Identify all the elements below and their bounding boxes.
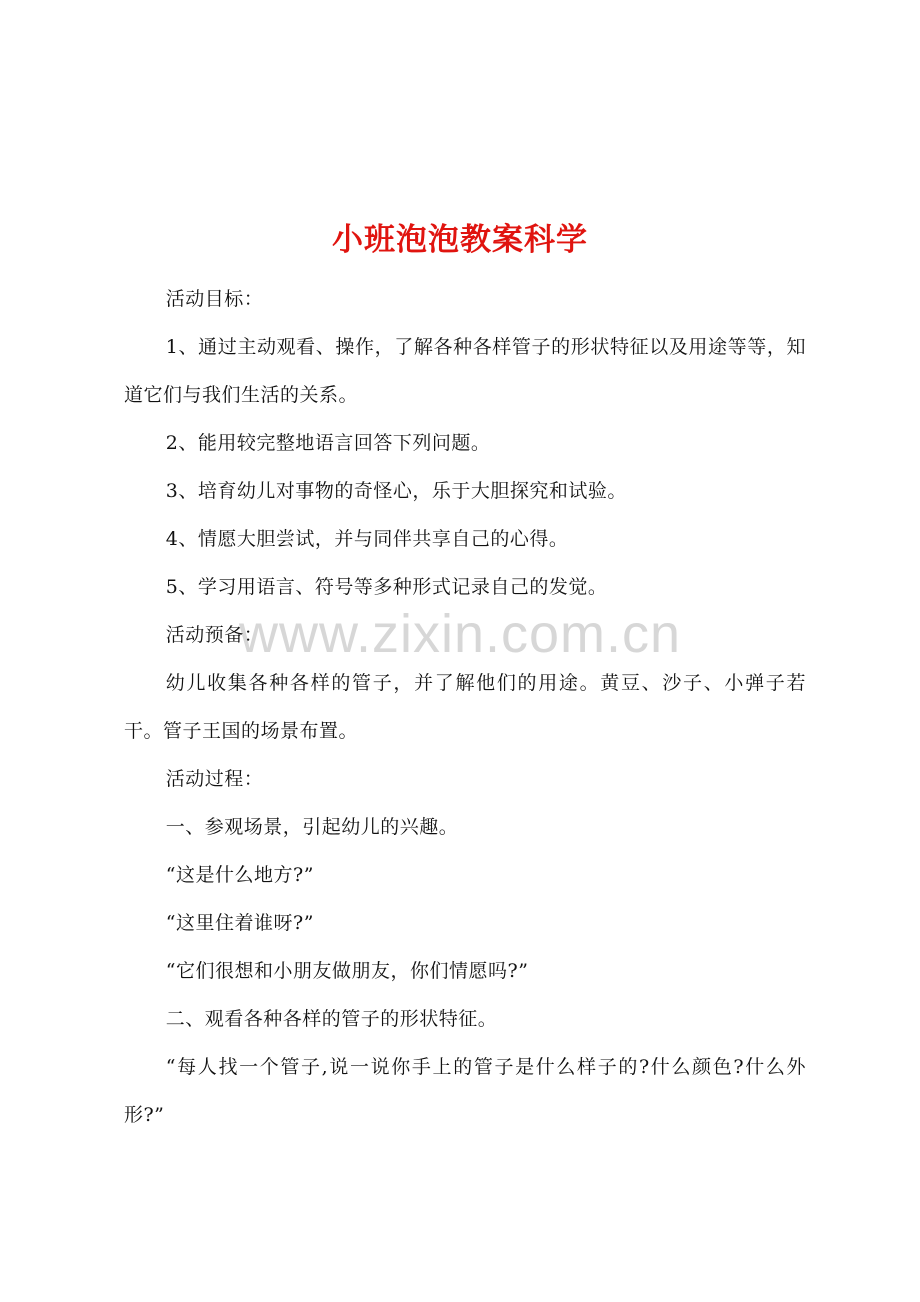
- watermark: www.zixin.com.cn: [238, 604, 682, 664]
- quote-line: “它们很想和小朋友做朋友，你们情愿吗?”: [165, 960, 529, 982]
- quote-line: “这是什么地方?”: [165, 864, 314, 886]
- goal-item-5: 5、学习用语言、符号等多种形式记录自己的发觉。: [165, 576, 608, 598]
- goal-item-1: 1、通过主动观看、操作，了解各种各样管子的形状特征以及用途等等，知道它们与我们生活的关系。: [124, 336, 806, 406]
- preparation-text: 幼儿收集各种各样的管子，并了解他们的用途。黄豆、沙子、小弹子若干。管子王国的场景布置。: [124, 672, 806, 742]
- section-heading-goals: 活动目标：: [165, 288, 264, 310]
- document-body: [124, 275, 806, 1139]
- goal-item-3: 3、培育幼儿对事物的奇怪心，乐于大胆探究和试验。: [165, 480, 627, 502]
- goal-item-4: 4、情愿大胆尝试，并与同伴共享自己的心得。: [165, 528, 569, 550]
- document-title: 小班泡泡教案科学: [332, 221, 588, 258]
- quote-line: “每人找一个管子,说一说你手上的管子是什么样子的?什么颜色?什么外形?”: [124, 1056, 806, 1126]
- goal-item-2: 2、能用较完整地语言回答下列问题。: [165, 432, 491, 454]
- section-heading-process: 活动过程：: [165, 768, 264, 790]
- section-heading-preparation: 活动预备：: [165, 624, 264, 646]
- process-step-1: 一、参观场景，引起幼儿的兴趣。: [165, 816, 459, 838]
- process-step-2: 二、观看各种各样的管子的形状特征。: [165, 1008, 498, 1030]
- quote-line: “这里住着谁呀?”: [165, 912, 314, 934]
